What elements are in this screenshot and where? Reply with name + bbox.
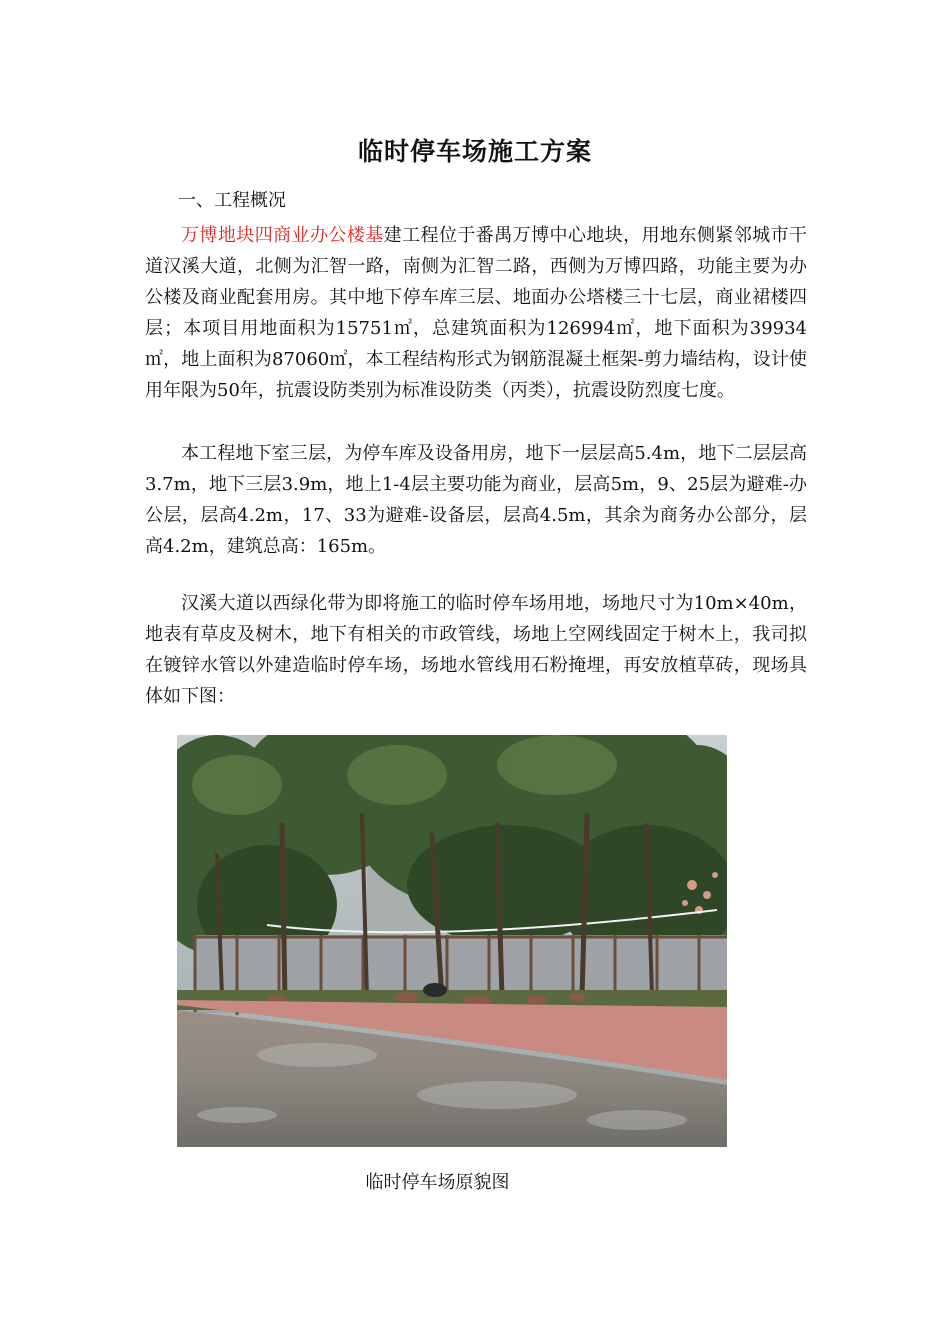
project-name-highlight: 万博地块四商业办公楼基 (181, 225, 384, 246)
paragraph-site: 汉溪大道以西绿化带为即将施工的临时停车场用地，场地尺寸为10m×40m，地表有草皮及树木，地下有相关的市政管线，场地上空网线固定于树木上，我司拟在镀锌水管以外建造临时停车场，场地水管线用石粉掩埋，再安放植草砖，现场具体如下图： (145, 593, 807, 707)
paragraph-overview-text: 建工程位于番禺万博中心地块，用地东侧紧邻城市干道汉溪大道，北侧为汇智一路，南侧为汇智二路，西侧为万博四路，功能主要为办公楼及商业配套用房。其中地下停车库三层、地面办公塔楼三十七层，商业裙楼四层；本项目用地面积为15751㎡，总建筑面积为126994㎡，地下面积为39934㎡，地上面积为87060㎡，本工程结构形式为钢筋混凝土框架-剪力墙结构，设计使用年限为50年，抗震设防类别为标准设防类（丙类），抗震设防烈度七度。 (145, 225, 808, 401)
paragraph-overview (145, 220, 807, 406)
photo-caption: 临时停车场原貌图 (365, 1172, 510, 1193)
section-heading: 一、工程概况 (178, 190, 286, 211)
paragraph-floors: 本工程地下室三层，为停车库及设备用房，地下一层层高5.4m，地下二层层高3.7m，地下三层3.9m，地上1-4层主要功能为商业，层高5m，9、25层为避难-办公层，层高4.2m，17、33为避难-设备层，层高4.5m，其余为商务办公部分，层高4.2m，建筑总高：165m。 (145, 443, 807, 557)
document-title: 临时停车场施工方案 (357, 137, 592, 166)
site-photo (177, 735, 727, 1147)
